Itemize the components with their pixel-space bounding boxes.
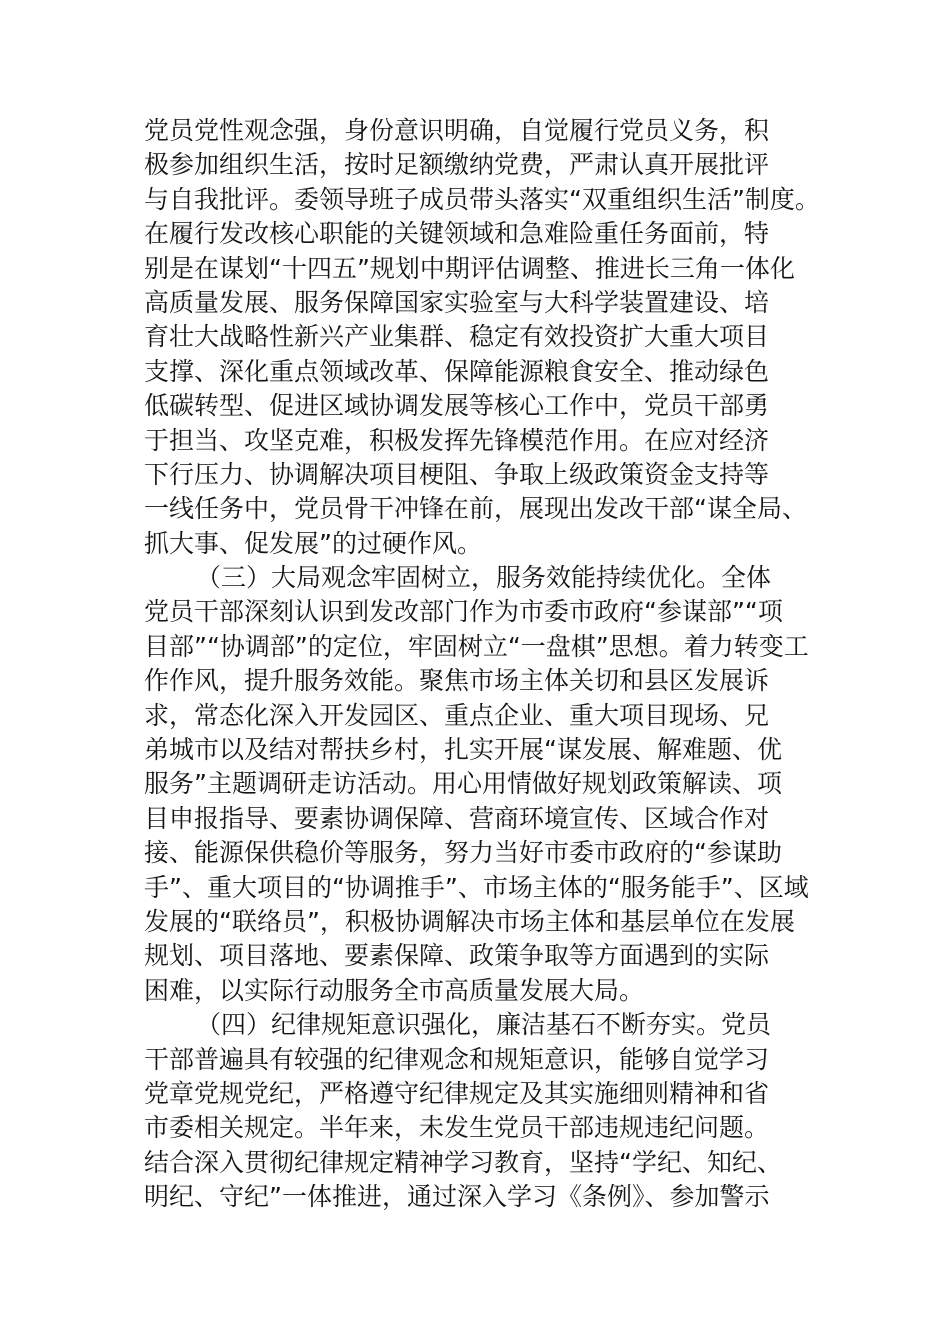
paragraph-first-line: （四）纪律规矩意识强化，廉洁基石不断夯实。党员 [196,1010,772,1040]
text-line: 党章党规党纪，严格遵守纪律规定及其实施细则精神和省 [144,1078,770,1108]
text-line: 一线任务中，党员骨干冲锋在前，展现出发改干部“谋全局、 [144,494,807,524]
text-line: 别是在谋划“十四五”规划中期评估调整、推进长三角一体化 [144,253,795,283]
text-line: 下行压力、协调解决项目梗阻、争取上级政策资金支持等 [144,459,770,489]
text-line: 作作风，提升服务效能。聚焦市场主体关切和县区发展诉 [144,666,770,696]
text-line: 困难，以实际行动服务全市高质量发展大局。 [144,975,645,1005]
text-line: 高质量发展、服务保障国家实验室与大科学装置建设、培 [144,287,770,317]
text-line: 党员干部深刻认识到发改部门作为市委市政府“参谋部”“项 [144,597,783,627]
text-line: 结合深入贯彻纪律规定精神学习教育，坚持“学纪、知纪、 [144,1147,782,1177]
text-line: 明纪、守纪”一体推进，通过深入学习《条例》、参加警示 [144,1182,770,1212]
text-line: 发展的“联络员”，积极协调解决市场主体和基层单位在发展 [144,906,795,936]
text-line: 弟城市以及结对帮扶乡村，扎实开展“谋发展、解难题、优 [144,735,782,765]
text-line: 目申报指导、要素协调保障、营商环境宣传、区域合作对 [144,803,770,833]
text-line: 育壮大战略性新兴产业集群、稳定有效投资扩大重大项目 [144,322,770,352]
text-line: 服务”主题调研走访活动。用心用情做好规划政策解读、项 [144,769,782,799]
body-text [144,114,834,1215]
text-line: 在履行发改核心职能的关键领域和急难险重任务面前，特 [144,219,770,249]
text-line: 市委相关规定。半年来，未发生党员干部违规违纪问题。 [144,1113,770,1143]
text-line: 于担当、攻坚克难，积极发挥先锋模范作用。在应对经济 [144,425,770,455]
text-line: 求，常态化深入开发园区、重点企业、重大项目现场、兄 [144,700,770,730]
text-line: 党员党性观念强，身份意识明确，自觉履行党员义务，积 [144,116,770,145]
text-line: 抓大事、促发展”的过硬作风。 [144,528,482,558]
text-line: 低碳转型、促进区域协调发展等核心工作中，党员干部勇 [144,391,770,421]
text-line: 规划、项目落地、要素保障、政策争取等方面遇到的实际 [144,941,770,971]
text-line: 目部”“协调部”的定位，牢固树立“一盘棋”思想。着力转变工 [144,631,809,661]
text-line: 极参加组织生活，按时足额缴纳党费，严肃认真开展批评 [144,150,770,180]
text-line: 接、能源保供稳价等服务，努力当好市委市政府的“参谋助 [144,838,782,868]
text-line: 手”、重大项目的“协调推手”、市场主体的“服务能手”、区域 [144,872,809,902]
text-line: 干部普遍具有较强的纪律观念和规矩意识，能够自觉学习 [144,1044,770,1074]
paragraph-first-line: （三）大局观念牢固树立，服务效能持续优化。全体 [196,563,772,593]
text-line: 与自我批评。委领导班子成员带头落实“双重组织生活”制度。 [144,184,820,214]
text-line: 支撑、深化重点领域改革、保障能源粮食安全、推动绿色 [144,356,770,386]
